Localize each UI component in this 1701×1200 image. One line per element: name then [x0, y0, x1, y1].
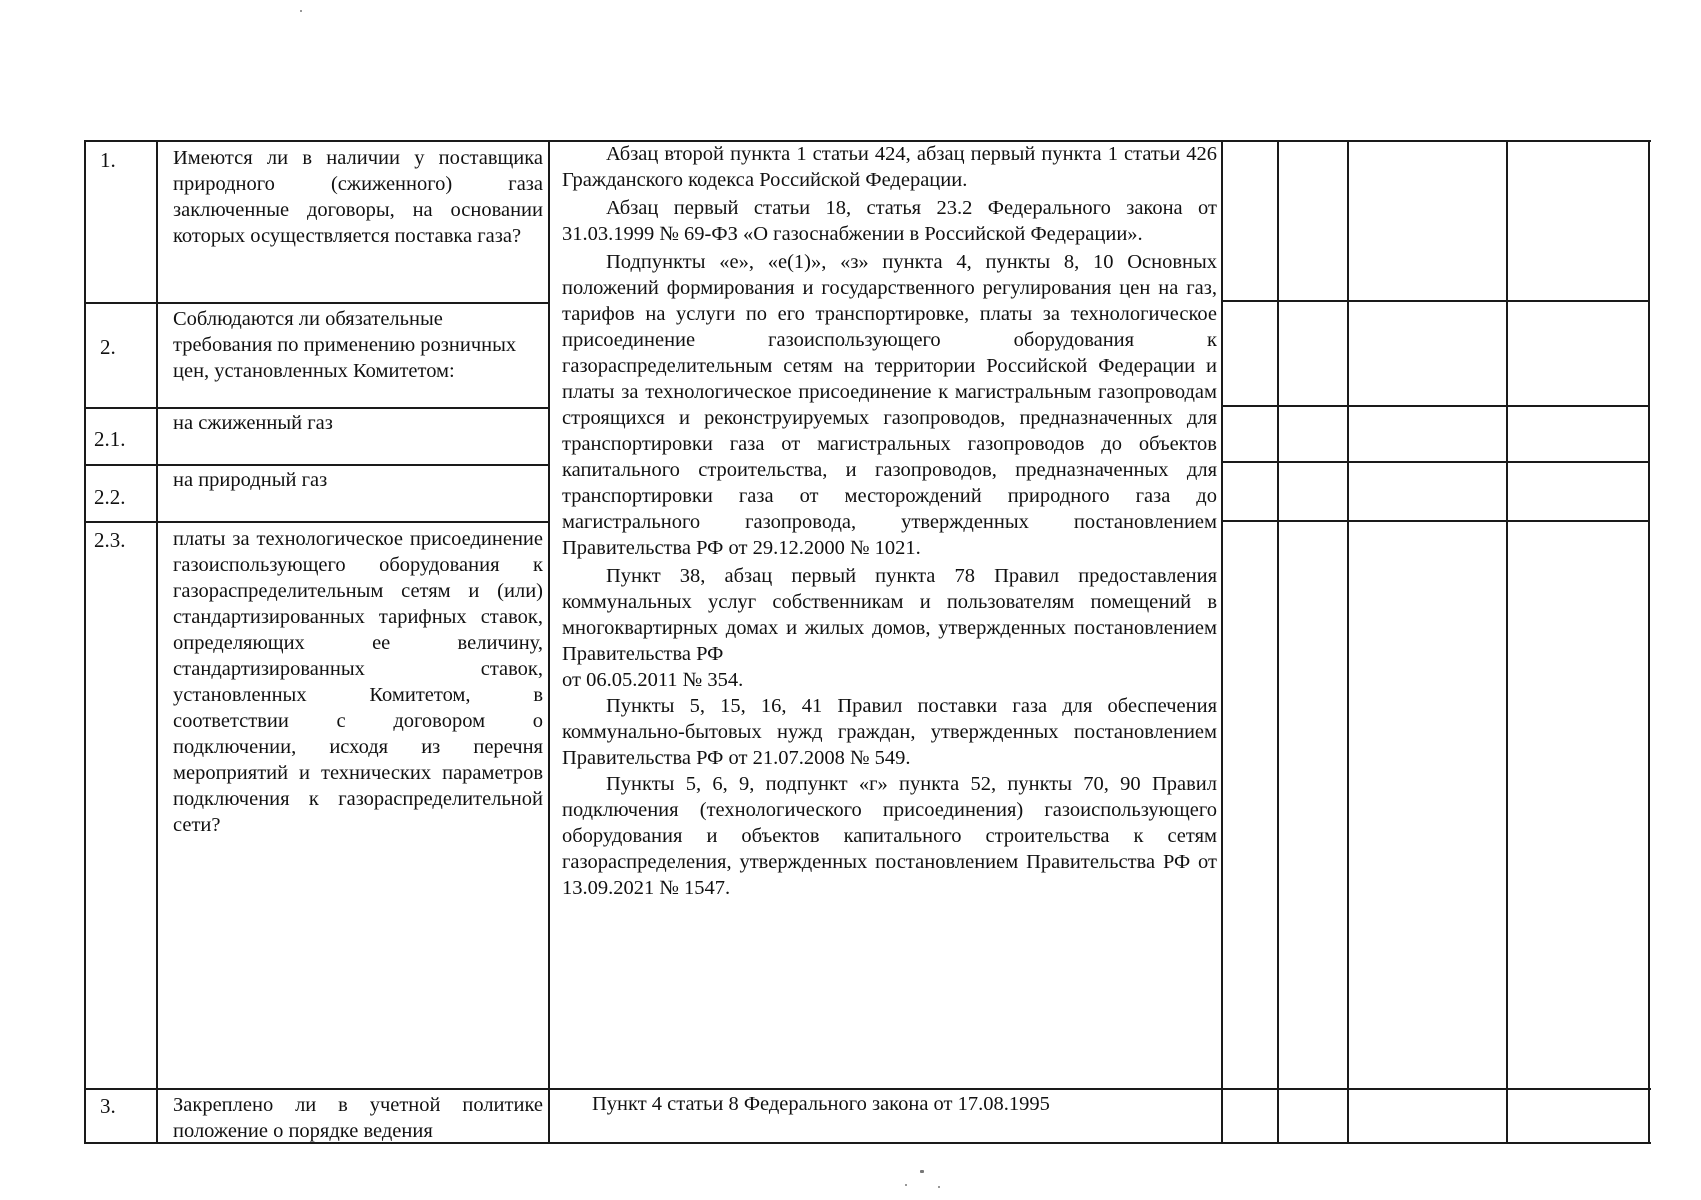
question-text	[173, 410, 543, 436]
question-text	[173, 467, 543, 493]
row-divider-1-right	[1222, 300, 1650, 302]
row-divider-3	[85, 464, 549, 466]
scan-speck	[300, 10, 302, 12]
question-text-2-2: на природный газ	[173, 469, 328, 491]
question-text	[173, 145, 543, 249]
question-text	[173, 306, 543, 384]
legal-basis-paragraph: Подпункты «е», «е(1)», «з» пункта 4, пункты 8, 10 Основных положений формирования и государственного регулирования цен на газ, тарифов на услуги по его транспортировке, платы за технологическое присоединение газоиспользующего оборудования к газораспределительным сетям на территории Российской Федерации и платы за технологическое присоединение к магистральным газопроводам строящихся и реконструируемых газопроводов, предназначенных для транспортировки газа от магистральных газопроводов до объектов капитального строительства, и газопроводов, предназначенных для транспортировки газа от месторождений природного газа до магистрального газопровода, утвержденных постановлением Правительства РФ от 29.12.2000 № 1021.	[562, 251, 1217, 559]
question-text-1: Имеются ли в наличии у поставщика природного (сжиженного) газа заключенные договоры, на основании которых осуществляется поставка газа?	[173, 147, 543, 247]
row-divider-4-right	[1222, 520, 1650, 522]
legal-basis-paragraph: Пункт 4 статьи 8 Федерального закона от 17.08.1995	[592, 1093, 1050, 1115]
table-border-right	[1648, 140, 1650, 1144]
row-divider-3-right	[1222, 461, 1650, 463]
question-text-2-1: на сжиженный газ	[173, 412, 333, 434]
question-text-3: Закреплено ли в учетной политике положение о порядке ведения	[173, 1094, 543, 1142]
table-border-left	[84, 140, 86, 1144]
col-divider-num	[156, 140, 158, 1144]
row-number: 2.	[100, 335, 116, 359]
legal-basis-paragraph: от 06.05.2011 № 354.	[562, 669, 744, 691]
scan-speck	[938, 1186, 940, 1188]
legal-basis-text	[562, 1091, 1217, 1139]
question-text-2-3: платы за технологическое присоединение газоиспользующего оборудования к газораспределительным сетям и (или) стандартизированных тарифных ставок, определяющих ее величину, стандартизированных ставок, установленных Комитетом, в соответствии с договором о подключении, исходя из перечня мероприятий и технических параметров подключения к газораспределительной сети?	[173, 528, 543, 836]
col-divider-yes	[1277, 140, 1279, 1144]
row-divider-2-right	[1222, 405, 1650, 407]
row-divider-5	[85, 1088, 1651, 1090]
legal-basis-paragraph: Абзац второй пункта 1 статьи 424, абзац первый пункта 1 статьи 426 Гражданского кодекса Российской Федерации.	[562, 143, 1217, 191]
row-number: 3.	[100, 1094, 116, 1118]
legal-basis-paragraph: Пункты 5, 6, 9, подпункт «г» пункта 52, пункты 70, 90 Правил подключения (технологического присоединения) газоиспользующего оборудования и объектов капитального строительства к сетям газораспределения, утвержденных постановлением Правительства РФ от 13.09.2021 № 1547.	[562, 773, 1217, 899]
legal-basis-paragraph: Абзац первый статьи 18, статья 23.2 Федерального закона от 31.03.1999 № 69-ФЗ «О газоснабжении в Российской Федерации».	[562, 197, 1217, 245]
scan-speck	[920, 1170, 924, 1173]
row-divider-1	[85, 302, 549, 304]
col-divider-question	[548, 140, 550, 1144]
scan-speck	[905, 1184, 907, 1186]
col-divider-na	[1506, 140, 1508, 1144]
col-divider-no	[1347, 140, 1349, 1144]
question-text	[173, 526, 543, 1086]
row-divider-4	[85, 521, 549, 523]
row-divider-2	[85, 407, 549, 409]
question-text	[173, 1092, 543, 1142]
col-divider-basis	[1221, 140, 1223, 1144]
question-text-2: Соблюдаются ли обязательные требования по применению розничных цен, установленных Комитетом:	[173, 308, 517, 382]
table-border-bottom	[85, 1142, 1651, 1144]
row-number: 2.3.	[94, 528, 126, 552]
legal-basis-paragraph: Пункт 38, абзац первый пункта 78 Правил предоставления коммунальных услуг собственникам и пользователям помещений в многоквартирных домах и жилых домов, утвержденных постановлением Правительства РФ	[562, 565, 1217, 665]
row-number: 2.1.	[94, 427, 126, 451]
legal-basis-paragraph: Пункты 5, 15, 16, 41 Правил поставки газа для обеспечения коммунально-бытовых нужд граждан, утвержденных постановлением Правительства РФ от 21.07.2008 № 549.	[562, 695, 1217, 769]
row-number: 2.2.	[94, 485, 126, 509]
legal-basis-text	[562, 141, 1217, 1086]
row-number: 1.	[100, 148, 116, 172]
